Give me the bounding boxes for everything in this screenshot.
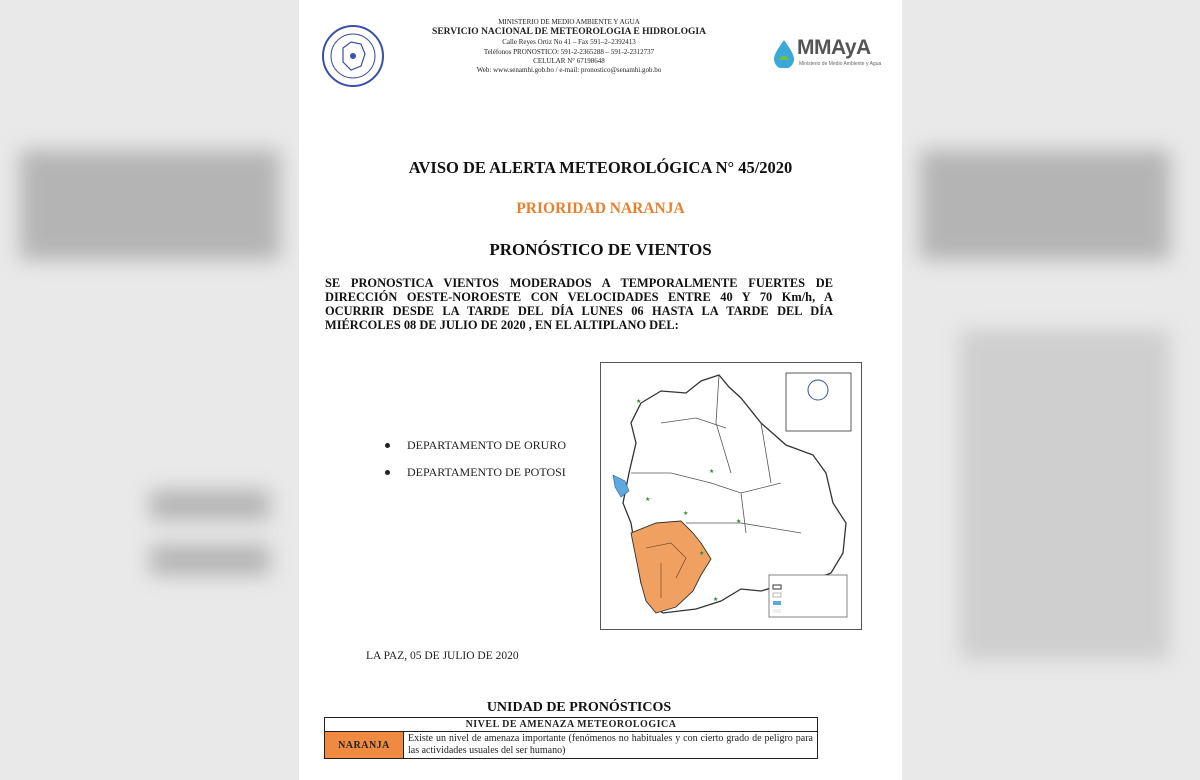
svg-text:★: ★ [636, 399, 642, 405]
alert-title: AVISO DE ALERTA METEOROLÓGICA N° 45/2020 [408, 158, 793, 177]
phones-line: Teléfonos PRONOSTICO: 591-2-2365288 – 591-2-2312737 [483, 47, 655, 56]
bullet-icon [385, 470, 390, 475]
bolivia-alert-map [600, 362, 862, 630]
cell-line: CELULAR N° 67198648 [533, 56, 605, 65]
department-item: DEPARTAMENTO DE POTOSI [385, 465, 566, 480]
svg-text:★: ★ [709, 469, 715, 475]
svg-text:★: ★ [736, 519, 742, 525]
service-name: SERVICIO NACIONAL DE METEOROLOGIA E HIDROLOGIA [432, 27, 706, 38]
legend-swatch [773, 601, 781, 605]
water-drop-icon [771, 38, 797, 68]
map-logo-box [786, 373, 851, 431]
legend-swatch [773, 609, 781, 613]
bullet-icon [385, 443, 390, 448]
table-header: NIVEL DE AMENAZA METEOROLOGICA [325, 718, 818, 732]
mmaya-logo [771, 32, 891, 76]
letterhead [299, 14, 902, 84]
logo-subtext: Ministerio de Medio Ambiente y Agua [799, 61, 882, 67]
threat-level-table [324, 717, 818, 759]
ministry-name: MINISTERIO DE MEDIO AMBIENTE Y AGUA [498, 18, 640, 26]
document-page [299, 0, 902, 780]
table-row [325, 732, 818, 759]
svg-text:★: ★ [683, 511, 689, 517]
web-line: Web: www.senamhi.gob.bo / e-mail: pronostico@senamhi.gob.bo [476, 66, 662, 75]
issue-date: LA PAZ, 05 DE JULIO DE 2020 [366, 650, 519, 662]
letterhead-text [399, 18, 739, 75]
level-description: Existe un nivel de amenaza importante (fenómenos no habituales y con cierto grado de peligro para las actividades usuales del ser humano) [404, 732, 818, 759]
map-graphic [601, 363, 861, 629]
svg-text:★: ★ [699, 551, 705, 557]
senamhi-seal-icon [321, 24, 385, 88]
level-cell: NARANJA [325, 732, 404, 759]
priority-label: PRIORIDAD NARANJA [516, 200, 685, 217]
address-line: Calle Reyes Ortiz No 41 – Fax 591–2–2392413 [502, 38, 636, 47]
department-list [385, 438, 566, 492]
forecast-body: SE PRONOSTICA VIENTOS MODERADOS A TEMPORALMENTE FUERTES DE DIRECCIÓN OESTE-NOROESTE CON VELOCIDADES ENTRE 40 Y 70 Km/h, A OCURRIR DESDE LA TARDE DEL DÍA LUNES 06 HASTA LA TARDE DEL DÍA MIÉRCOLES 08 DE JULIO DE 2020 , EN EL ALTIPLANO DEL: [325, 276, 833, 332]
svg-text:★: ★ [645, 497, 651, 503]
svg-text:★: ★ [713, 597, 719, 603]
unit-name: UNIDAD DE PRONÓSTICOS [486, 700, 672, 715]
logo-text: MMAyA [797, 36, 871, 59]
forecast-subject: PRONÓSTICO DE VIENTOS [489, 240, 712, 259]
department-item: DEPARTAMENTO DE ORURO [385, 438, 566, 453]
